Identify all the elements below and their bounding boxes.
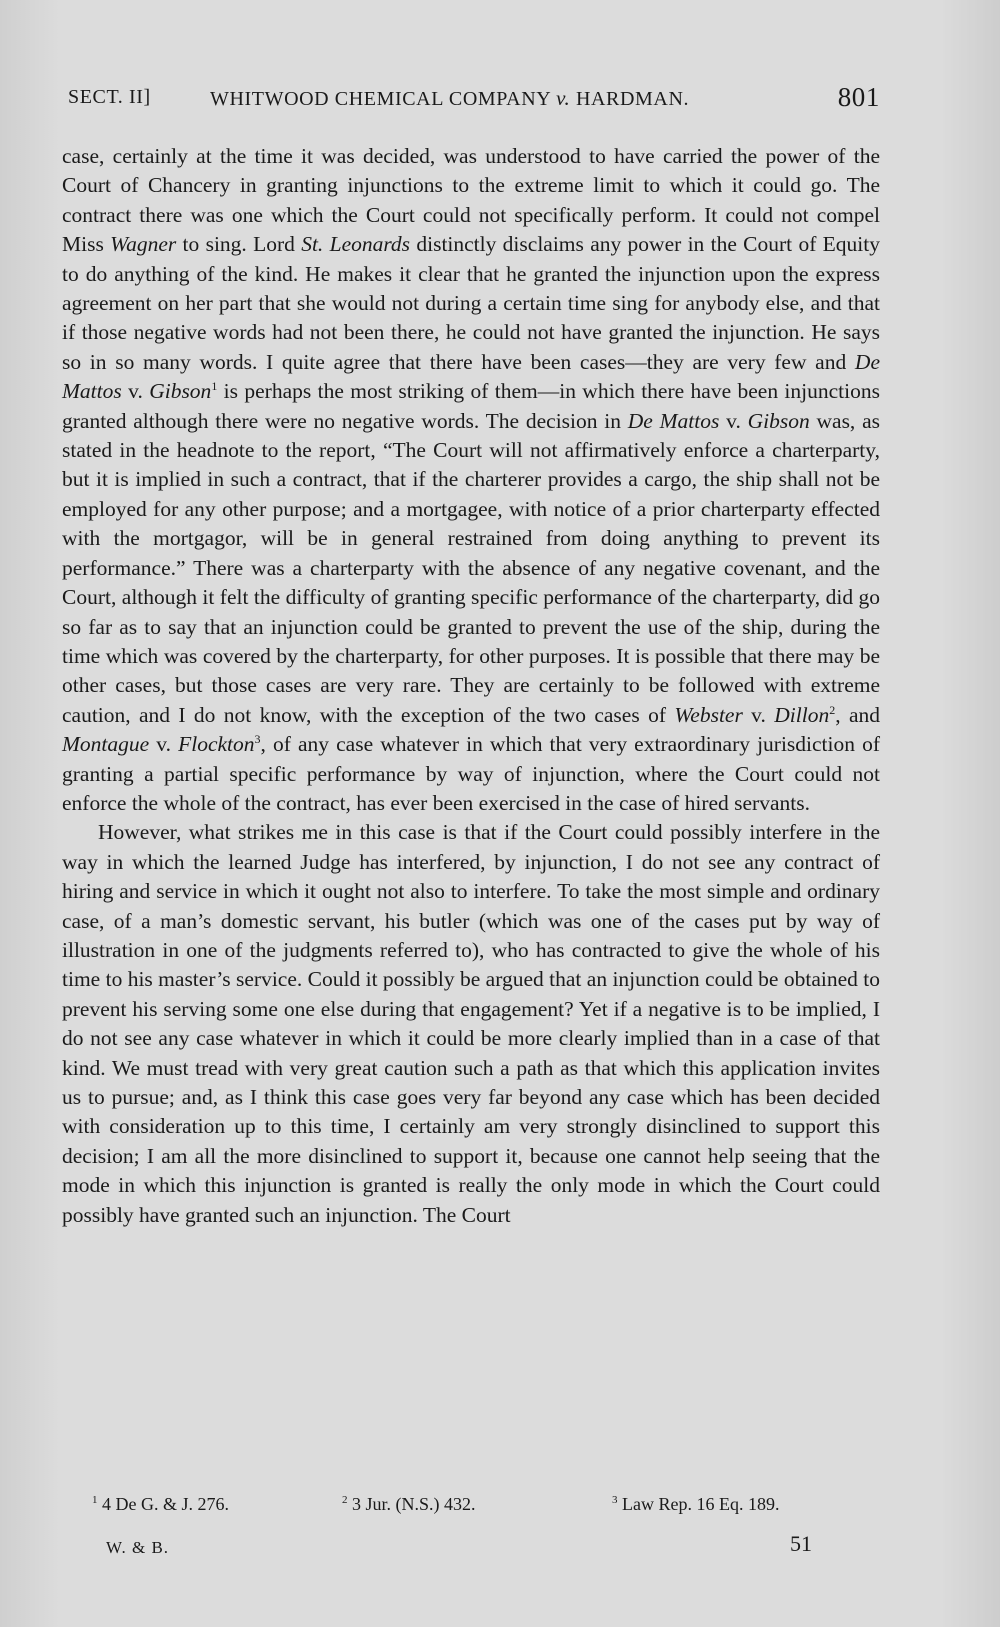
footnote-1-mark: 1 [92,1494,98,1506]
running-header [68,82,880,126]
footnote-3 [612,1494,779,1515]
italic-name: St. Leonards [301,232,411,257]
footnote-2-text: 3 Jur. (N.S.) 432. [347,1494,476,1514]
case-title [210,86,689,111]
text-run: , of any case whatever in which that very extraordinary jurisdiction of granting a partial specific performance by way of injunction, where the Court could not enforce the whole of the contract, has ever been exercised in the case of hired servants. [62,732,881,815]
case-title-part-2: HARDMAN. [570,88,690,110]
case-title-versus: v. [556,86,571,110]
section-marker: SECT. II] [68,86,151,108]
body-text [62,142,880,1230]
italic-name: Flockton [178,732,255,757]
footnote-reference: 1 [211,379,218,394]
footnote-reference: 3 [254,731,261,746]
italic-name: Gibson [149,379,212,404]
text-run: v. [742,702,775,727]
footnote-2 [342,1494,476,1515]
footnote-1 [92,1494,229,1515]
text-run: was, as stated in the headnote to the report, “The Court will not affirmatively enforce a charterparty, but it is implied in such a contract, that if the charterer provides a cargo, the ship shall not be employed for any other purpose; and a mortgagee, with notice of a prior charterparty effected with the mortgagor, will be in general restrained from doing anything to prevent its performance.” There was a charterparty with the absence of any negative covenant, and the Court, although it felt the difficulty of granting specific performance of the charterparty, did go so far as to say that an injunction could be granted to prevent the use of the ship, during the time which was covered by the charterparty, for other purposes. It is possible that there may be other cases, but those cases are very rare. They are certainly to be followed with extreme caution, and I do not know, with the exception of the two cases of [62,408,880,727]
text-run: v. [121,379,150,404]
text-run: v. [719,408,748,433]
text-run: v. [149,732,179,757]
text-run: case, certainly at the time it was decided, was understood to have carried the power of the Court of Chancery in granting injunctions to the extreme limit to which it could go. The contract there was one which the Court could not specifically perform. It could not compel Miss [62,144,880,257]
printer-signature: W. & B. [106,1538,170,1557]
footnote-3-mark: 3 [612,1494,618,1506]
italic-name: Wagner [110,232,177,257]
italic-name: Webster [674,702,743,727]
case-title-part-1: WHITWOOD CHEMICAL COMPANY [210,88,557,110]
text-run: is perhaps the most striking of them—in which there have been injunctions granted although there were no negative words. The decision in [62,379,880,433]
page-number: 801 [837,82,880,112]
footnotes [92,1494,832,1518]
text-run: distinctly disclaims any power in the Court of Equity to do anything of the kind. He makes it clear that he granted the injunction upon the express agreement on her part that she would not during a certain time sing for anybody else, and that if those negative words had not been there, he could not have granted the injunction. He says so in so many words. I quite agree that there have been cases—they are very few and [62,232,880,374]
italic-name: De Mattos [627,408,720,433]
italic-name: Montague [62,732,150,757]
italic-name: Dillon [774,702,830,727]
italic-name: De Mattos [62,349,880,404]
text-run: to sing. Lord [176,232,302,257]
footnote-2-mark: 2 [342,1494,348,1506]
sheet-number: 51 [790,1531,812,1556]
footnote-1-text: 4 De G. & J. 276. [97,1494,229,1514]
paragraph-2 [62,818,880,1230]
footnote-3-text: Law Rep. 16 Eq. 189. [617,1494,780,1514]
italic-name: Gibson [747,408,810,433]
text-run: However, what strikes me in this case is that if the Court could possibly interfere in the way in which the learned Judge has interfered, by injunction, I do not see any contract of hiring and service in which it ought not also to interfere. To take the most simple and ordinary case, of a man’s domestic servant, his butler (which was one of the cases put by way of illustration in one of the judgments referred to), who has contracted to give the whole of his time to his master’s service. Could it possibly be argued that an injunction could be obtained to prevent his serving some one else during that engagement? Yet if a negative is to be implied, I do not see any case whatever in which it could be more clearly implied than in a case of that kind. We must tread with very great caution such a path as that which this application invites us to pursue; and, as I think this case goes very far beyond any case which has been decided with consideration up to this time, I certainly am very strongly disinclined to support this decision; I am all the more disinclined to support it, because one cannot help seeing that the mode in which this injunction is granted is really the only mode in which the Court could possibly have granted such an injunction. The Court [62,820,880,1227]
paragraph-1 [62,142,880,818]
footnote-reference: 2 [829,702,836,717]
text-run: , and [835,702,881,727]
